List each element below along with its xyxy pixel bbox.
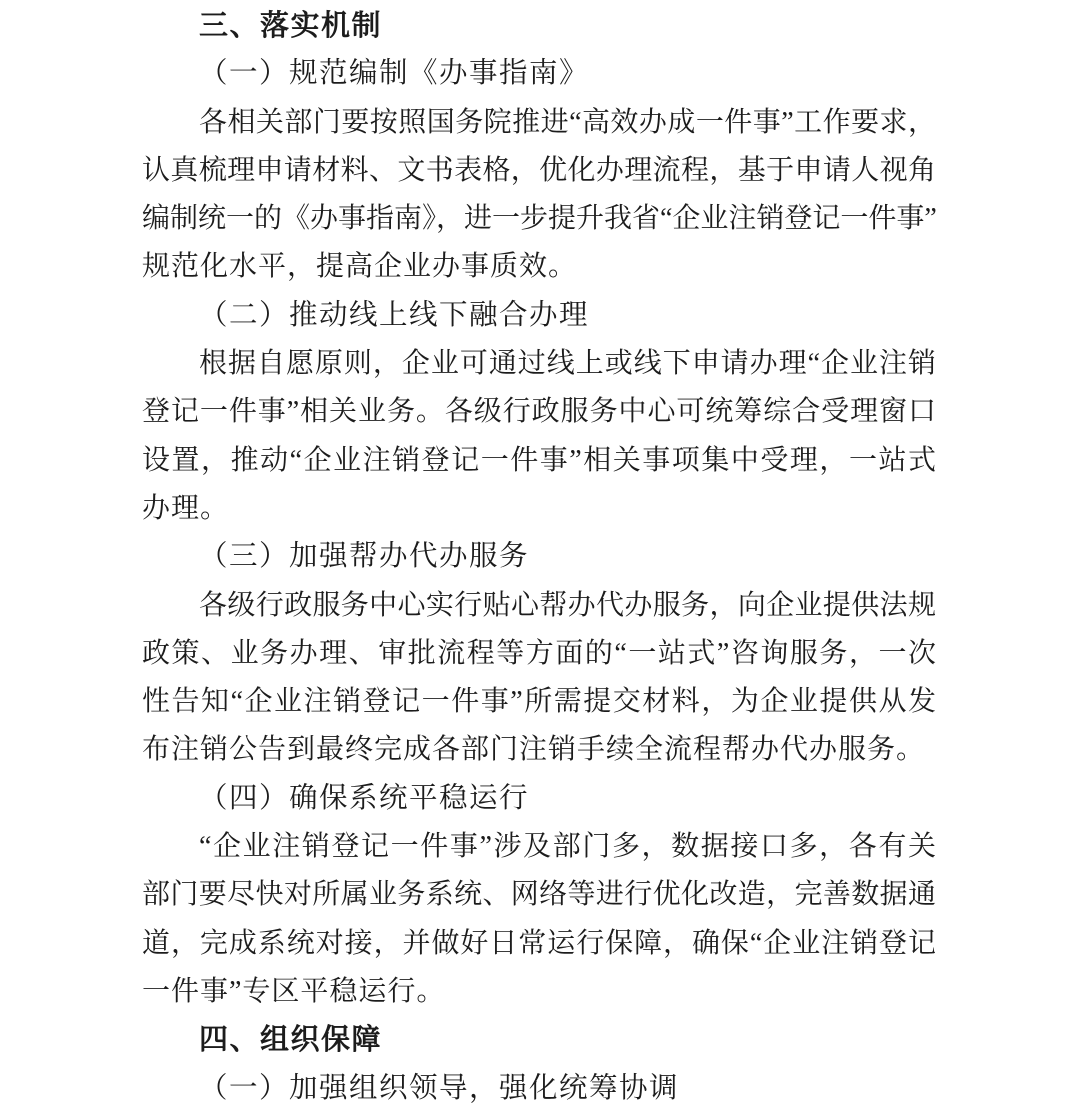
paragraph [142, 582, 936, 775]
text-line: 根据自愿原则，企业可通过线上或线下申请办理“企业注销 [199, 348, 936, 380]
section-heading [142, 1016, 936, 1064]
text-line: 各相关部门要按照国务院推进“高效办成一件事”工作要求， [199, 106, 936, 138]
subsection-heading [142, 533, 936, 581]
text-line: “企业注销登记一件事”涉及部门多，数据接口多，各有关 [199, 831, 936, 863]
text-line: （一）加强组织领导，强化统筹协调 [199, 1072, 680, 1104]
text-line: 政策、业务办理、审批流程等方面的“一站式”咨询服务，一次 [142, 637, 936, 669]
text-line: 三、落实机制 [199, 10, 383, 42]
text-line: 规范化水平，提高企业办事质效。 [142, 251, 578, 283]
text-line: 一件事”专区平稳运行。 [142, 975, 446, 1007]
text-line: 办理。 [142, 492, 230, 524]
section-heading [142, 2, 936, 50]
text-line: 道，完成系统对接，并做好日常运行保障，确保“企业注销登记 [142, 927, 936, 959]
text-line: （二）推动线上线下融合办理 [199, 299, 590, 331]
text-line: （四）确保系统平稳运行 [199, 782, 530, 814]
paragraph [142, 99, 936, 292]
subsection-heading [142, 50, 936, 98]
text-line: 登记一件事”相关业务。各级行政服务中心可统筹综合受理窗口 [142, 396, 936, 428]
text-line: 部门要尽快对所属业务系统、网络等进行优化改造，完善数据通 [142, 879, 936, 911]
paragraph [142, 340, 936, 533]
text-line: 设置，推动“企业注销登记一件事”相关事项集中受理，一站式 [142, 444, 936, 476]
text-line: （三）加强帮办代办服务 [199, 541, 530, 573]
text-line: 四、组织保障 [199, 1024, 383, 1057]
text-line: 性告知“企业注销登记一件事”所需提交材料，为企业提供从发 [142, 686, 936, 718]
text-line: 编制统一的《办事指南》，进一步提升我省“企业注销登记一件事” [142, 203, 937, 235]
paragraph [142, 823, 936, 1016]
subsection-heading [142, 292, 936, 340]
text-line: 认真梳理申请材料、文书表格，优化办理流程，基于申请人视角 [142, 154, 936, 186]
text-line: 各级行政服务中心实行贴心帮办代办服务，向企业提供法规 [199, 589, 936, 621]
subsection-heading [142, 775, 936, 823]
subsection-heading [142, 1065, 936, 1113]
text-line: 布注销公告到最终完成各部门注销手续全流程帮办代办服务。 [142, 734, 926, 766]
text-line: （一）规范编制《办事指南》 [199, 58, 590, 90]
